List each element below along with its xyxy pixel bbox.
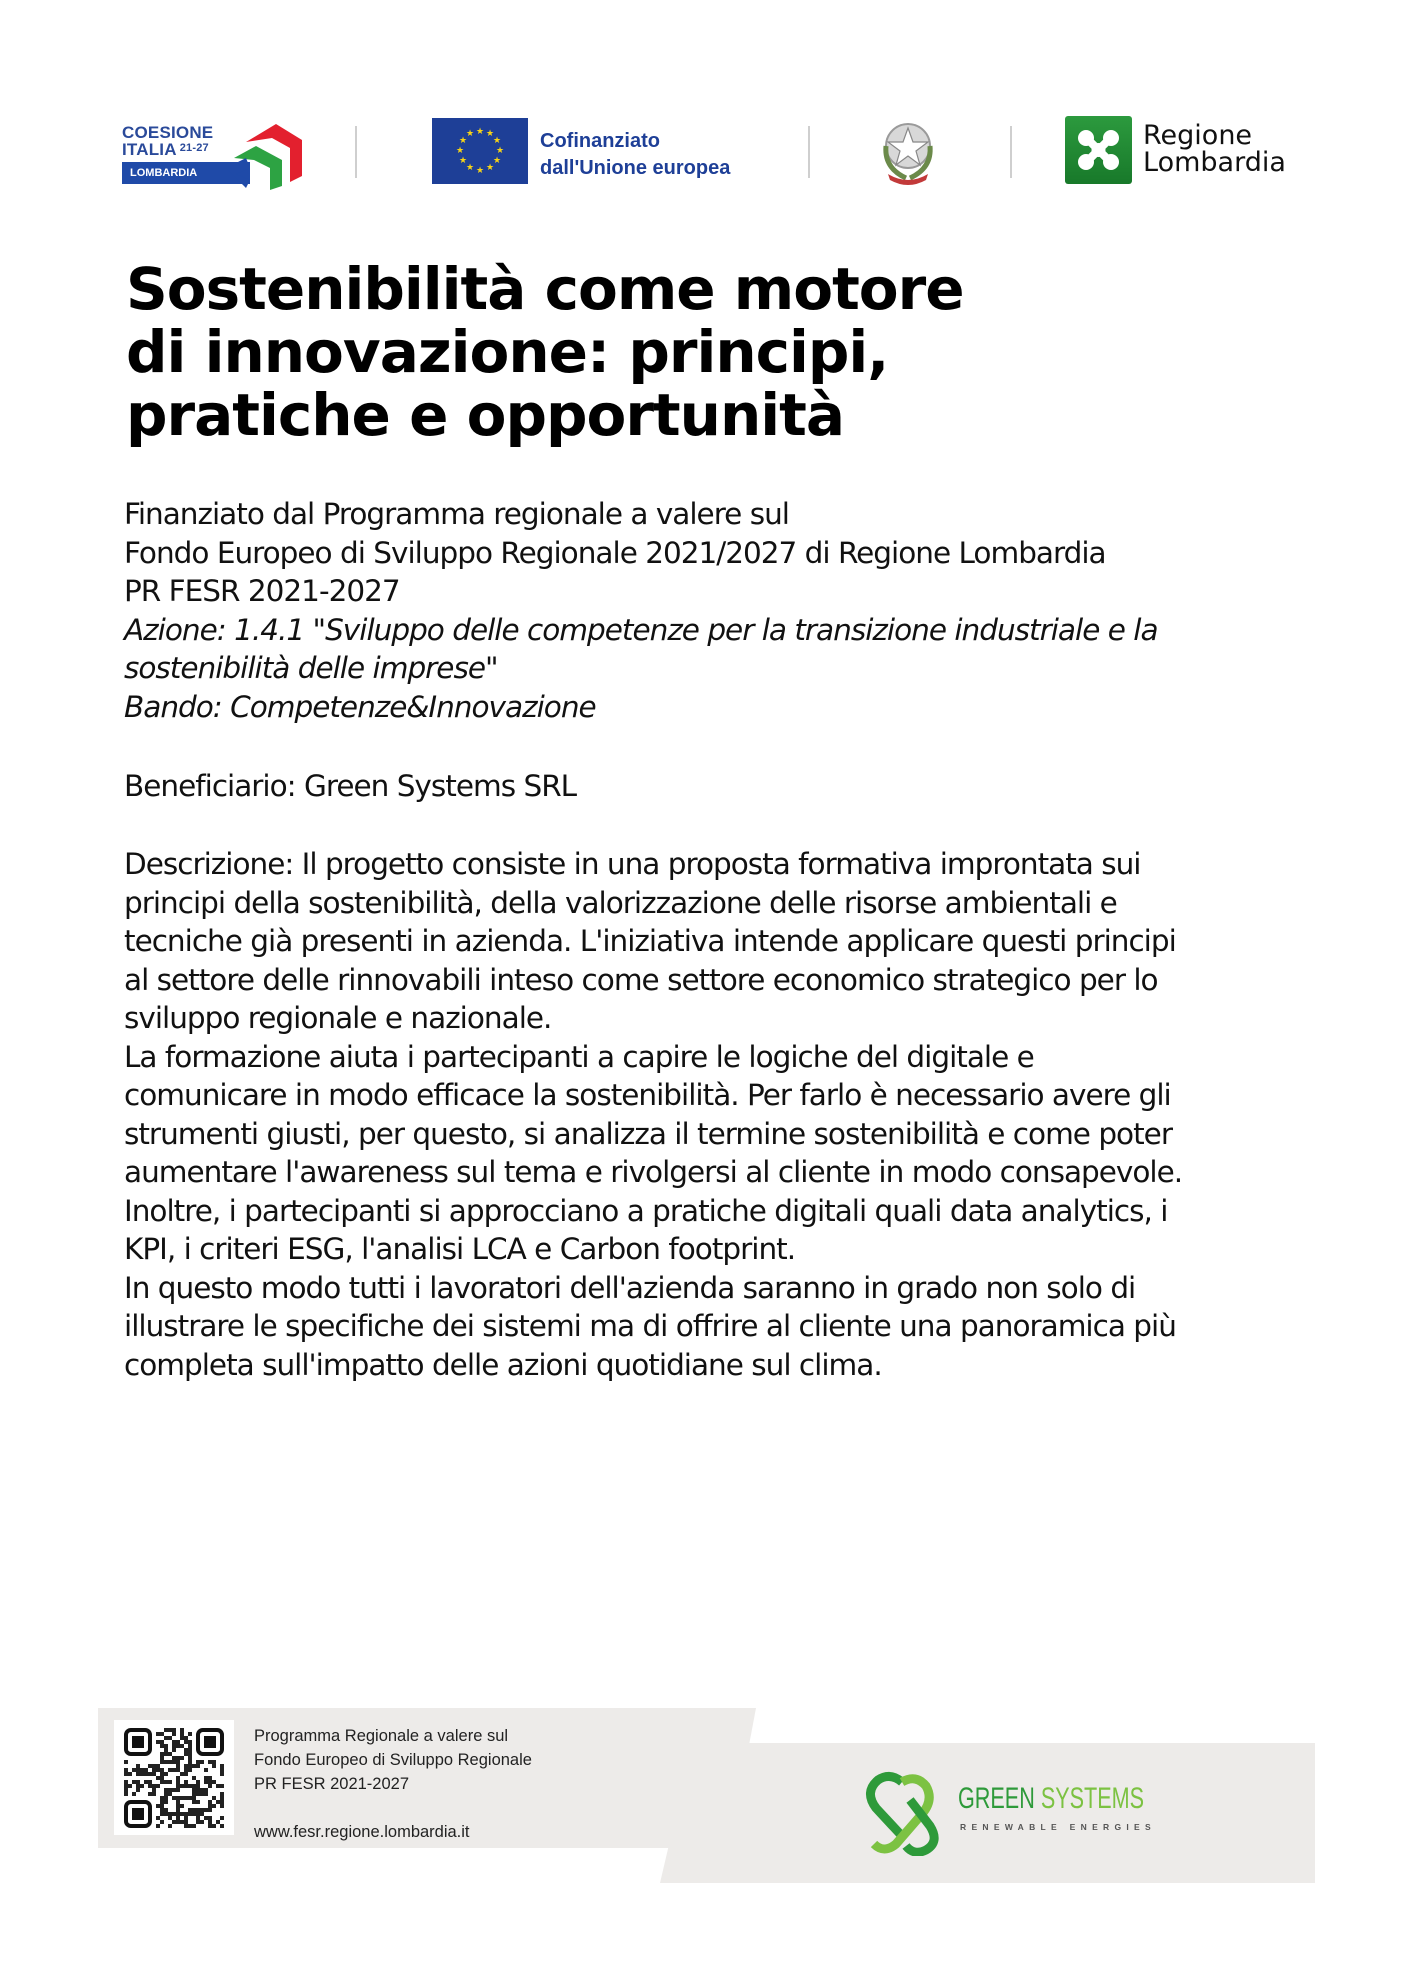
qr-module — [220, 1784, 224, 1788]
description-line: completa sull'impatto delle azioni quotidiane sul clima. — [124, 1347, 882, 1382]
qr-module — [192, 1800, 196, 1804]
qr-module — [188, 1764, 192, 1768]
coesione-band: LOMBARDIA — [122, 162, 250, 184]
header-separator — [808, 126, 810, 178]
qr-module — [196, 1820, 200, 1824]
qr-module — [152, 1764, 156, 1768]
qr-module — [220, 1796, 224, 1800]
eu-flag-icon — [432, 118, 528, 184]
qr-module — [188, 1756, 192, 1760]
qr-module — [140, 1768, 144, 1772]
qr-module — [212, 1764, 216, 1768]
qr-module — [196, 1780, 200, 1784]
qr-module — [152, 1772, 156, 1776]
qr-module — [152, 1768, 156, 1772]
qr-module — [168, 1768, 172, 1772]
qr-module — [176, 1788, 180, 1792]
qr-module — [124, 1784, 128, 1788]
qr-module — [208, 1784, 212, 1788]
qr-module — [164, 1796, 168, 1800]
description-line: KPI, i criteri ESG, l'analisi LCA e Carbon footprint. — [124, 1232, 796, 1266]
description-line: aumentare l'awareness sul tema e rivolgersi al cliente in modo consapevole. — [124, 1155, 1183, 1189]
qr-module — [196, 1812, 200, 1816]
qr-module — [196, 1800, 200, 1804]
qr-module — [192, 1764, 196, 1768]
description — [124, 845, 1182, 1384]
qr-module — [172, 1768, 176, 1772]
beneficiary-text: Beneficiario: Green Systems SRL — [124, 769, 577, 803]
qr-module — [200, 1808, 204, 1812]
qr-module — [136, 1784, 140, 1788]
title-line: Sostenibilità come motore — [126, 255, 964, 323]
qr-module — [212, 1780, 216, 1784]
beneficiary — [124, 767, 576, 806]
footer-url-link[interactable]: www.fesr.regione.lombardia.it — [254, 1823, 470, 1841]
eu-line1: Cofinanziato — [540, 130, 660, 152]
svg-text:★: ★ — [492, 136, 502, 146]
qr-module — [184, 1740, 188, 1744]
qr-module — [208, 1808, 212, 1812]
qr-module — [200, 1812, 204, 1816]
qr-module — [132, 1780, 136, 1784]
qr-module — [180, 1812, 184, 1816]
qr-module — [144, 1768, 148, 1772]
qr-module — [172, 1732, 176, 1736]
eu-text — [540, 128, 730, 182]
qr-module — [136, 1780, 140, 1784]
qr-module — [192, 1812, 196, 1816]
qr-module — [220, 1792, 224, 1796]
qr-module — [160, 1768, 164, 1772]
qr-module — [176, 1764, 180, 1768]
lombardy-rose-icon — [1065, 116, 1132, 184]
qr-module — [188, 1824, 192, 1828]
svg-text:★: ★ — [458, 136, 468, 146]
description-line: Inoltre, i partecipanti si approcciano a pratiche digitali quali data analytics, i — [124, 1193, 1168, 1228]
qr-module — [160, 1744, 164, 1748]
qr-module — [192, 1776, 196, 1780]
page-title — [126, 255, 1226, 449]
qr-module — [176, 1744, 180, 1748]
qr-module — [204, 1808, 208, 1812]
qr-module — [164, 1808, 168, 1812]
qr-module — [148, 1784, 152, 1788]
qr-module — [172, 1760, 176, 1764]
qr-module — [124, 1772, 128, 1776]
qr-module — [160, 1756, 164, 1760]
qr-finder-center — [132, 1736, 144, 1748]
description-line: La formazione aiuta i partecipanti a capire le logiche del digitale e — [124, 1039, 1034, 1074]
footer-line: PR FESR 2021-2027 — [254, 1775, 410, 1793]
qr-module — [172, 1748, 176, 1752]
funding-line: Finanziato dal Programma regionale a valere sul — [124, 497, 789, 531]
qr-module — [132, 1792, 136, 1796]
qr-module — [124, 1780, 128, 1784]
qr-module — [184, 1796, 188, 1800]
qr-module — [172, 1756, 176, 1760]
title-line: pratiche e opportunità — [126, 381, 844, 449]
qr-module — [164, 1780, 168, 1784]
qr-module — [220, 1772, 224, 1776]
svg-text:★: ★ — [458, 156, 468, 166]
qr-module — [168, 1812, 172, 1816]
qr-module — [196, 1816, 200, 1820]
qr-module — [160, 1772, 164, 1776]
qr-module — [156, 1768, 160, 1772]
qr-module — [160, 1796, 164, 1800]
qr-module — [160, 1752, 164, 1756]
qr-module — [188, 1748, 192, 1752]
qr-module — [124, 1768, 128, 1772]
qr-module — [188, 1732, 192, 1736]
qr-module — [208, 1820, 212, 1824]
qr-module — [176, 1784, 180, 1788]
description-line: Descrizione: Il progetto consiste in una proposta formativa improntata sui — [124, 847, 1141, 881]
qr-module — [180, 1796, 184, 1800]
coesione-italia-logo — [120, 116, 302, 192]
qr-module — [212, 1824, 216, 1828]
qr-module — [180, 1744, 184, 1748]
qr-finder-center — [204, 1736, 216, 1748]
azione-line: sostenibilità delle imprese" — [124, 651, 498, 685]
qr-module — [208, 1824, 212, 1828]
qr-module — [180, 1784, 184, 1788]
qr-module — [208, 1776, 212, 1780]
qr-module — [204, 1768, 208, 1772]
qr-module — [176, 1796, 180, 1800]
qr-module — [220, 1824, 224, 1828]
qr-module — [192, 1796, 196, 1800]
qr-module — [136, 1772, 140, 1776]
qr-module — [128, 1772, 132, 1776]
svg-text:★: ★ — [485, 129, 495, 139]
qr-module — [184, 1784, 188, 1788]
qr-module — [212, 1796, 216, 1800]
qr-module — [164, 1788, 168, 1792]
qr-module — [180, 1804, 184, 1808]
title-line: di innovazione: principi, — [126, 318, 889, 386]
qr-module — [144, 1772, 148, 1776]
qr-module — [172, 1796, 176, 1800]
qr-module — [188, 1744, 192, 1748]
qr-module — [168, 1788, 172, 1792]
qr-module — [176, 1804, 180, 1808]
coesione-years: 21-27 — [179, 142, 209, 154]
eu-line2: dall'Unione europea — [540, 157, 731, 179]
qr-module — [164, 1760, 168, 1764]
qr-module — [132, 1768, 136, 1772]
qr-module — [152, 1784, 156, 1788]
qr-module — [176, 1768, 180, 1772]
qr-module — [204, 1792, 208, 1796]
qr-module — [184, 1816, 188, 1820]
qr-module — [204, 1816, 208, 1820]
qr-module — [124, 1760, 128, 1764]
qr-module — [192, 1788, 196, 1792]
qr-module — [192, 1792, 196, 1796]
qr-module — [216, 1820, 220, 1824]
qr-module — [160, 1808, 164, 1812]
qr-module — [156, 1824, 160, 1828]
qr-module — [164, 1736, 168, 1740]
header-separator — [355, 126, 357, 178]
description-line: illustrare le specifiche dei sistemi ma di offrire al cliente una panoramica più — [124, 1309, 1176, 1343]
qr-module — [156, 1816, 160, 1820]
qr-module — [176, 1816, 180, 1820]
description-line: sviluppo regionale e nazionale. — [124, 1001, 552, 1035]
qr-module — [188, 1812, 192, 1816]
qr-module — [156, 1732, 160, 1736]
description-line: strumenti giusti, per questo, si analizza il termine sostenibilità e come poter — [124, 1116, 1172, 1151]
qr-module — [148, 1764, 152, 1768]
qr-module — [192, 1824, 196, 1828]
qr-module — [160, 1800, 164, 1804]
qr-module — [152, 1792, 156, 1796]
qr-module — [160, 1820, 164, 1824]
svg-text:★: ★ — [475, 127, 485, 137]
qr-module — [168, 1752, 172, 1756]
qr-module — [208, 1816, 212, 1820]
qr-code-pattern — [124, 1728, 224, 1828]
azione-line: Azione: 1.4.1 "Sviluppo delle competenze per la transizione industriale e la — [124, 612, 1158, 647]
svg-text:★: ★ — [465, 163, 475, 173]
brand-word-green: GREEN — [958, 1782, 1035, 1815]
qr-module — [160, 1804, 164, 1808]
qr-module — [184, 1824, 188, 1828]
qr-module — [176, 1756, 180, 1760]
qr-module — [184, 1820, 188, 1824]
qr-module — [208, 1800, 212, 1804]
qr-module — [164, 1748, 168, 1752]
qr-module — [164, 1800, 168, 1804]
description-line: tecniche già presenti in azienda. L'iniziativa intende applicare questi principi — [124, 924, 1176, 958]
qr-module — [184, 1812, 188, 1816]
qr-module — [192, 1808, 196, 1812]
qr-module — [156, 1740, 160, 1744]
qr-module — [160, 1776, 164, 1780]
qr-module — [184, 1780, 188, 1784]
qr-module — [204, 1780, 208, 1784]
qr-module — [180, 1728, 184, 1732]
qr-module — [156, 1764, 160, 1768]
qr-module — [176, 1760, 180, 1764]
qr-module — [168, 1728, 172, 1732]
qr-module — [188, 1768, 192, 1772]
footer-line: Fondo Europeo di Sviluppo Regionale — [254, 1751, 532, 1769]
funding-line: Fondo Europeo di Sviluppo Regionale 2021/2027 di Regione Lombardia — [124, 535, 1106, 570]
qr-module — [220, 1804, 224, 1808]
description-line: principi della sostenibilità, della valorizzazione delle risorse ambientali e — [124, 885, 1117, 920]
qr-module — [216, 1784, 220, 1788]
regione-line1: Regione — [1143, 120, 1253, 151]
qr-module — [212, 1804, 216, 1808]
qr-module — [180, 1736, 184, 1740]
qr-module — [216, 1800, 220, 1804]
qr-module — [168, 1780, 172, 1784]
qr-module — [196, 1784, 200, 1788]
description-line: al settore delle rinnovabili inteso come settore economico strategico per lo — [124, 962, 1158, 997]
qr-module — [172, 1812, 176, 1816]
qr-module — [220, 1764, 224, 1768]
qr-module — [176, 1776, 180, 1780]
qr-module — [220, 1816, 224, 1820]
qr-module — [160, 1780, 164, 1784]
funding-info — [124, 495, 1158, 726]
green-systems-tagline: RENEWABLE ENERGIES — [960, 1822, 1156, 1832]
qr-module — [172, 1728, 176, 1732]
qr-module — [180, 1756, 184, 1760]
qr-module — [148, 1772, 152, 1776]
qr-module — [140, 1772, 144, 1776]
svg-text:★: ★ — [492, 156, 502, 166]
description-line: comunicare in modo efficace la sostenibilità. Per farlo è necessario avere gli — [124, 1078, 1171, 1112]
qr-module — [148, 1780, 152, 1784]
qr-module — [164, 1792, 168, 1796]
svg-text:★: ★ — [455, 146, 465, 156]
qr-module — [136, 1768, 140, 1772]
qr-module — [184, 1764, 188, 1768]
green-systems-name — [958, 1784, 1144, 1814]
qr-finder-center — [132, 1808, 144, 1820]
qr-module — [160, 1732, 164, 1736]
header-separator — [1010, 126, 1012, 178]
qr-module — [172, 1820, 176, 1824]
qr-module — [196, 1792, 200, 1796]
qr-module — [204, 1776, 208, 1780]
qr-module — [184, 1752, 188, 1756]
qr-module — [180, 1732, 184, 1736]
qr-module — [200, 1788, 204, 1792]
svg-text:★: ★ — [475, 166, 485, 176]
qr-module — [196, 1760, 200, 1764]
green-systems-logo-icon — [862, 1770, 948, 1856]
qr-module — [188, 1740, 192, 1744]
brand-word-systems: SYSTEMS — [1040, 1782, 1145, 1815]
qr-module — [164, 1772, 168, 1776]
coesione-italia-text: ITALIA — [122, 140, 177, 159]
coesione-line2 — [122, 140, 209, 158]
qr-module — [136, 1764, 140, 1768]
bando-line: Bando: Competenze&Innovazione — [124, 689, 596, 724]
qr-module — [136, 1788, 140, 1792]
qr-module — [180, 1820, 184, 1824]
qr-module — [164, 1728, 168, 1732]
footer-program-text — [254, 1724, 532, 1844]
qr-module — [168, 1760, 172, 1764]
qr-module — [160, 1740, 164, 1744]
qr-module — [168, 1824, 172, 1828]
qr-module — [128, 1784, 132, 1788]
qr-module — [176, 1780, 180, 1784]
qr-module — [188, 1760, 192, 1764]
qr-module — [184, 1772, 188, 1776]
qr-module — [188, 1796, 192, 1800]
qr-module — [208, 1760, 212, 1764]
qr-module — [172, 1788, 176, 1792]
qr-module — [208, 1804, 212, 1808]
coesione-arrow-icon — [226, 120, 302, 190]
qr-module — [156, 1776, 160, 1780]
qr-module — [212, 1760, 216, 1764]
qr-module — [188, 1808, 192, 1812]
qr-module — [164, 1744, 168, 1748]
qr-module — [196, 1808, 200, 1812]
logo-bar — [0, 108, 1418, 198]
qr-module — [144, 1780, 148, 1784]
qr-module — [152, 1788, 156, 1792]
qr-module — [192, 1784, 196, 1788]
qr-module — [148, 1792, 152, 1796]
qr-module — [196, 1788, 200, 1792]
qr-module — [124, 1792, 128, 1796]
qr-module — [168, 1736, 172, 1740]
qr-module — [196, 1764, 200, 1768]
qr-module — [168, 1816, 172, 1820]
qr-code-icon[interactable] — [114, 1720, 234, 1835]
qr-module — [188, 1752, 192, 1756]
qr-module — [124, 1788, 128, 1792]
qr-module — [168, 1792, 172, 1796]
qr-module — [188, 1784, 192, 1788]
qr-module — [220, 1800, 224, 1804]
qr-module — [176, 1820, 180, 1824]
qr-module — [172, 1744, 176, 1748]
qr-module — [184, 1768, 188, 1772]
regione-text — [1143, 122, 1286, 176]
qr-module — [184, 1736, 188, 1740]
qr-module — [172, 1740, 176, 1744]
qr-module — [220, 1768, 224, 1772]
description-line: In questo modo tutti i lavoratori dell'azienda saranno in grado non solo di — [124, 1270, 1136, 1305]
qr-module — [156, 1784, 160, 1788]
qr-module — [184, 1748, 188, 1752]
regione-line2: Lombardia — [1143, 147, 1286, 178]
qr-module — [156, 1804, 160, 1808]
qr-module — [208, 1780, 212, 1784]
svg-text:★: ★ — [485, 163, 495, 173]
qr-module — [200, 1760, 204, 1764]
qr-module — [180, 1772, 184, 1776]
qr-module — [200, 1820, 204, 1824]
qr-module — [200, 1792, 204, 1796]
svg-text:★: ★ — [495, 146, 505, 156]
coesione-line1: COESIONE — [122, 123, 214, 142]
qr-module — [176, 1812, 180, 1816]
qr-module — [160, 1760, 164, 1764]
italian-republic-emblem-icon — [876, 116, 940, 186]
qr-module — [176, 1808, 180, 1812]
qr-module — [164, 1812, 168, 1816]
footer-line: Programma Regionale a valere sul — [254, 1727, 509, 1745]
qr-module — [176, 1740, 180, 1744]
qr-module — [176, 1800, 180, 1804]
qr-module — [160, 1812, 164, 1816]
funding-line: PR FESR 2021-2027 — [124, 574, 400, 608]
eu-stars-icon — [432, 118, 528, 184]
qr-module — [140, 1784, 144, 1788]
qr-module — [164, 1752, 168, 1756]
qr-module — [204, 1788, 208, 1792]
svg-text:★: ★ — [465, 129, 475, 139]
